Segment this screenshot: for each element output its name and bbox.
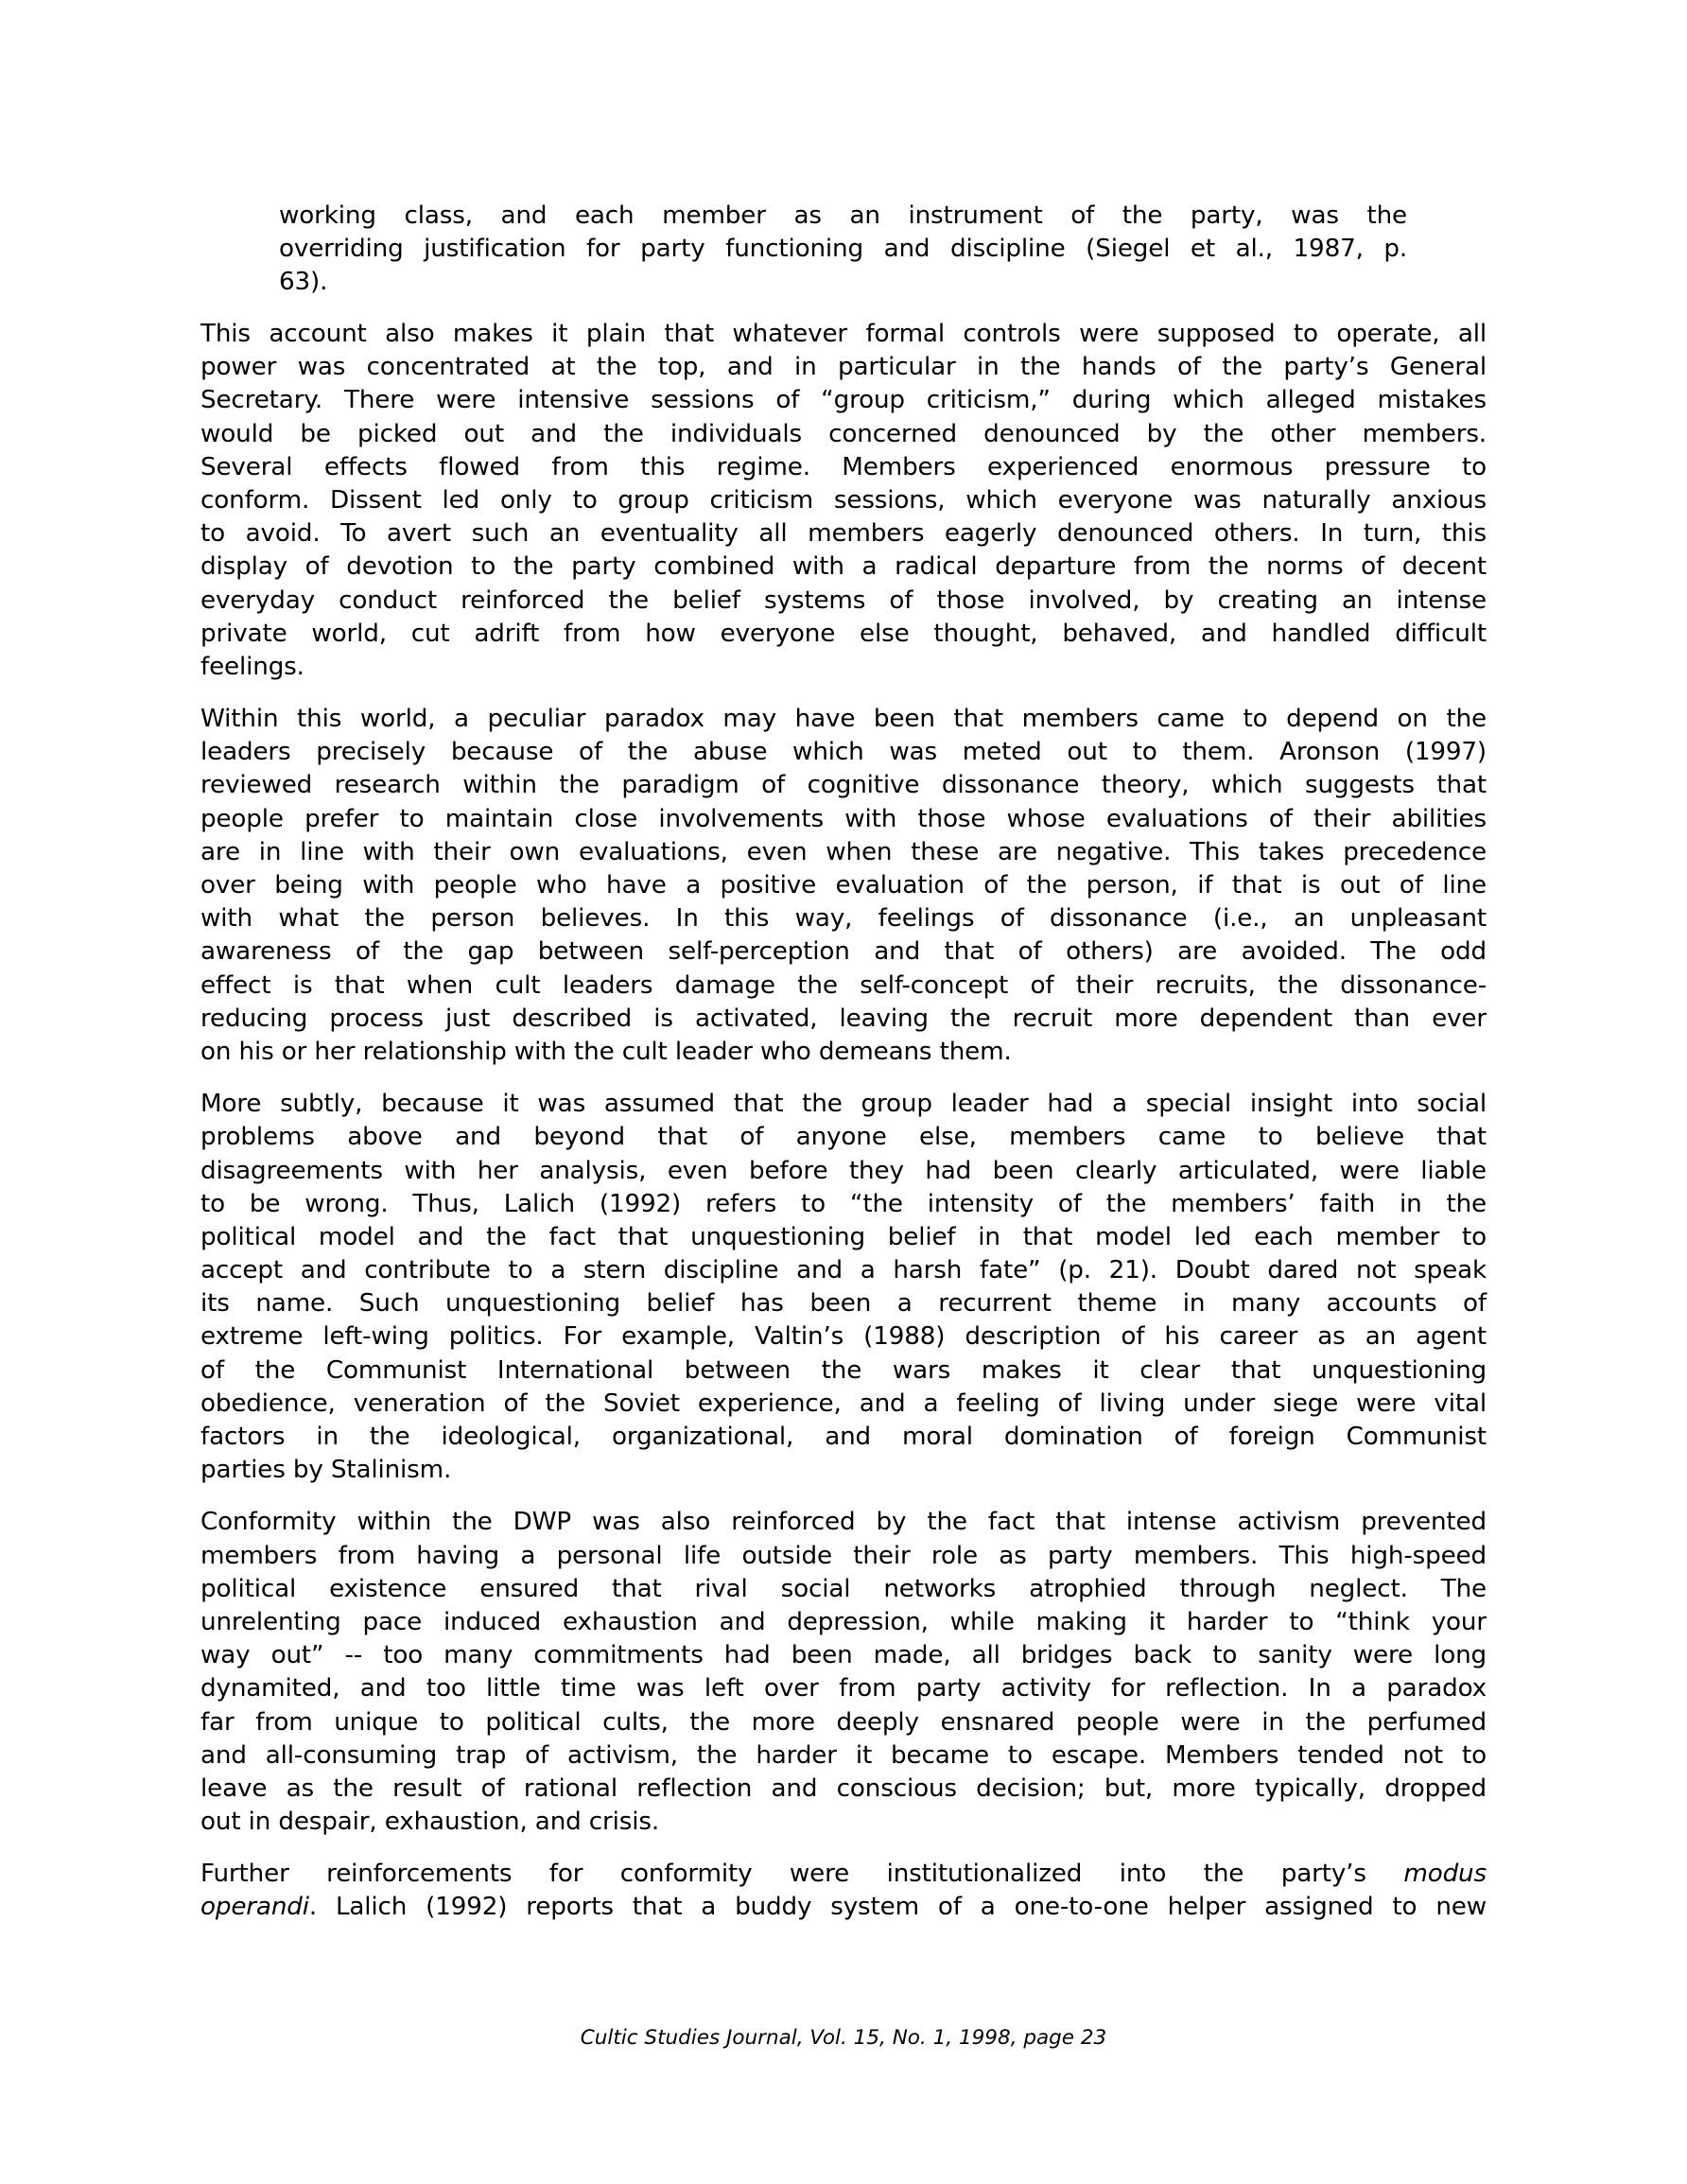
text-line: reducing process just described is activated, leaving the recruit more dependent than ever (200, 1004, 1487, 1033)
text-line: parties by Stalinism. (200, 1456, 452, 1485)
paragraph-unquestioning-belief (200, 1088, 1487, 1487)
text-line: everyday conduct reinforced the belief systems of those involved, by creating an intense (200, 585, 1487, 615)
text-line: would be picked out and the individuals concerned denounced by the other members. (200, 419, 1487, 448)
block-quote-line: working class, and each member as an instrument of the party, was the (279, 201, 1407, 230)
italic-term: modus (1403, 1860, 1487, 1889)
text-line (200, 1891, 1487, 1924)
text-line: leave as the result of rational reflection and conscious decision; but, more typically, dropped (200, 1773, 1487, 1803)
text-line: members from having a personal life outside their role as party members. This high-speed (200, 1541, 1487, 1570)
text-line: awareness of the gap between self-perception and that of others) are avoided. The odd (200, 937, 1487, 967)
paragraph-modus-operandi (200, 1858, 1487, 1924)
paragraph-power-concentration (200, 318, 1487, 684)
text-line: extreme left-wing politics. For example, Valtin’s (1988) description of his career as an agent (200, 1322, 1487, 1352)
text-line: political existence ensured that rival social networks atrophied through neglect. The (200, 1574, 1487, 1603)
text-line: feelings. (200, 652, 304, 681)
text-line: conform. Dissent led only to group criticism sessions, which everyone was naturally anxious (200, 485, 1487, 515)
text-line: This account also makes it plain that whatever formal controls were supposed to operate, all (200, 320, 1487, 348)
text-line: disagreements with her analysis, even before they had been clearly articulated, were liable (200, 1156, 1487, 1185)
text-line: power was concentrated at the top, and in particular in the hands of the party’s General (200, 353, 1487, 382)
text-line: and all-consuming trap of activism, the harder it became to escape. Members tended not to (200, 1740, 1487, 1770)
block-quote-line: overriding justification for party functioning and discipline (Siegel et al., 1987, p. (279, 235, 1407, 264)
block-quote (279, 200, 1407, 300)
text-line: dynamited, and too little time was left over from party activity for reflection. In a paradox (200, 1674, 1487, 1704)
text-line: effect is that when cult leaders damage the self-concept of their recruits, the dissonance- (200, 970, 1487, 1000)
text-line: are in line with their own evaluations, even when these are negative. This takes precedence (200, 837, 1487, 866)
text-line: More subtly, because it was assumed that the group leader had a special insight into social (200, 1090, 1487, 1119)
text-line: leaders precisely because of the abuse which was meted out to them. Aronson (1997) (200, 738, 1487, 767)
text-line: over being with people who have a positive evaluation of the person, if that is out of line (200, 871, 1487, 900)
italic-term: operandi (200, 1893, 309, 1922)
text-line: Conformity within the DWP was also reinforced by the fact that intense activism prevented (200, 1508, 1487, 1537)
text-line: to be wrong. Thus, Lalich (1992) refers to “the intensity of the members’ faith in the (200, 1189, 1487, 1218)
text-line: obedience, veneration of the Soviet experience, and a feeling of living under siege were vital (200, 1389, 1487, 1418)
paragraph-activism-conformity (200, 1506, 1487, 1839)
text-line: with what the person believes. In this way, feelings of dissonance (i.e., an unpleasant (200, 904, 1487, 934)
text-line: Secretary. There were intensive sessions of “group criticism,” during which alleged mistakes (200, 386, 1487, 415)
text-line: factors in the ideological, organizational, and moral domination of foreign Communist (200, 1423, 1487, 1451)
text-line: its name. Such unquestioning belief has been a recurrent theme in many accounts of (200, 1289, 1487, 1319)
text-line: accept and contribute to a stern discipline and a harsh fate” (p. 21). Doubt dared not speak (200, 1256, 1487, 1285)
text-line: way out” -- too many commitments had been made, all bridges back to sanity were long (200, 1641, 1487, 1670)
text-line: people prefer to maintain close involvements with those whose evaluations of their abilities (200, 804, 1487, 833)
text-line: on his or her relationship with the cult leader who demeans them. (200, 1037, 1012, 1066)
text-line: problems above and beyond that of anyone else, members came to believe that (200, 1123, 1487, 1152)
text-line: out in despair, exhaustion, and crisis. (200, 1808, 660, 1837)
text-line: display of devotion to the party combined with a radical departure from the norms of decent (200, 552, 1487, 582)
text-line: far from unique to political cults, the more deeply ensnared people were in the perfumed (200, 1707, 1487, 1737)
text-line: unrelenting pace induced exhaustion and depression, while making it harder to “think your (200, 1607, 1487, 1636)
text-run: . Lalich (1992) reports that a buddy system of a one-to-one helper assigned to new (308, 1893, 1487, 1922)
text-line: of the Communist International between the wars makes it clear that unquestioning (200, 1355, 1487, 1385)
body-text (200, 318, 1487, 1944)
text-line: reviewed research within the paradigm of cognitive dissonance theory, which suggests that (200, 771, 1487, 800)
paragraph-cognitive-dissonance (200, 703, 1487, 1069)
page-footer-citation: Cultic Studies Journal, Vol. 15, No. 1, 1998, page 23 (580, 2026, 1107, 2050)
block-quote-line: 63). (279, 268, 328, 297)
text-line (200, 1858, 1487, 1891)
text-line: political model and the fact that unquestioning belief in that model led each member to (200, 1222, 1487, 1251)
text-run: Further reinforcements for conformity were institutionalized into the party’s (200, 1860, 1366, 1889)
text-line: private world, cut adrift from how everyone else thought, behaved, and handled difficult (200, 619, 1487, 648)
text-line: Within this world, a peculiar paradox may have been that members came to depend on the (200, 705, 1487, 734)
text-line: to avoid. To avert such an eventuality all members eagerly denounced others. In turn, this (200, 519, 1487, 549)
text-line: Several effects flowed from this regime. Members experienced enormous pressure to (200, 452, 1487, 481)
